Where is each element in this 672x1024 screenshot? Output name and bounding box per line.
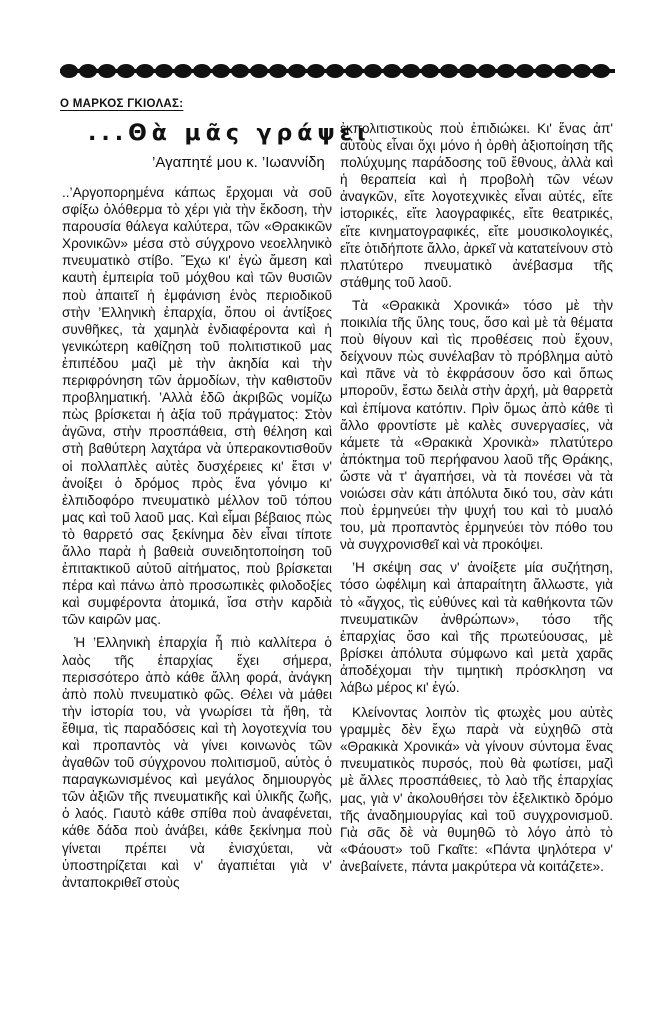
ornament-lozenge [193,64,211,78]
ornament-lozenge [155,64,173,78]
ornament-lozenge [79,64,97,78]
paragraph: Τὰ «Θρακικὰ Χρονικά» τόσο μὲ τὴν ποικιλία τῆς ὕλης τους, ὅσο καὶ μὲ τὰ θέματα ποὺ θίγουν καὶ τὶς προθέσεις ποὺ ἔχουν, δείχνουν πὼς συνέλαβαν τὸ πρόβλημα αὐτὸ καὶ πᾶνε νὰ τὸ ἐκφράσουν ὅσο καὶ ὅπως μποροῦν, ἔστω δειλὰ στὴν ἀρχή, μὰ θαρρετὰ καὶ ἐπίμονα κατόπιν. Πρὶν ὅμως ἀπὸ κάθε τὶ ἄλλο φροντίστε μὲ καλὲς συνεργασίες, νὰ κάμετε τὰ «Θρακικὰ Χρονικὰ» πλατύτερο ἀπόκτημα τοῦ περήφανου λαοῦ τῆς Θράκης, ὥστε νὰ τ' ἀγαπήσει, νὰ τὰ πονέσει νὰ τὰ νοιώσει σὰν κάτι ἀπόλυτα δικό του, σὰν κάτι ποὺ ἑρμηνεύει τὴν ψυχή του καὶ τὸ μυαλό του, μὰ προπαντὸς ἑρμηνεύει τὸν πόθο του νὰ συγχρονισθεῖ καὶ νὰ προκόψει. [340,297,613,553]
ornament-lozenge [421,64,439,78]
ornament-lozenge [383,64,401,78]
ornament-lozenge [212,64,230,78]
paragraph: ’Η σκέψη σας ν' ἀνοίξετε μία συζήτηση, τόσο ὠφέλιμη καὶ ἀπαραίτητη ἄλλωστε, γιὰ τὸ «ἄγχος, τὶς εὐθύνες καὶ τὰ καθήκοντα τῶν πνευματικῶν ἀνθρώπων», τόσο τῆς ἐπαρχίας ὅσο καὶ τῆς πρωτεύουσας, μὲ βρίσκει ἀπόλυτα σύμφωνο καὶ μετὰ χαρᾶς ἀποδέχομαι τὴν τιμητικὴ πρόσκληση να λάβω μέρος κι' ἐγώ. [340,560,613,695]
ornament-lozenge [554,64,572,78]
ornament-lozenge [98,64,116,78]
ornament-lozenge [288,64,306,78]
paragraph: Κλείνοντας λοιπὸν τὶς φτωχὲς μου αὐτὲς γραμμὲς δὲν ἔχω παρὰ νὰ εὐχηθῶ στὰ «Θρακικὰ Χρονικά» νὰ γίνουν σύντομα ἕνας πνευματικὸς πυρσός, ποὺ θὰ φωτίσει, μαζὶ μὲ ἄλλες προσπάθειες, τὸ λαὸ τῆς ἐπαρχίας μας, γιὰ ν' ἀκολουθήσει τὸν ἐξελικτικὸ δρόμο τῆς ἀναδημιουργίας καὶ τοῦ συγχρονισμοῦ. Γιὰ σᾶς δὲ νὰ θυμηθῶ τὸ λόγο ἀπὸ τὸ «Φάουστ» τοῦ Γκαῖτε: «Πάντα ψηλότερα ν' ἀνεβαίνετε, πάντα μακρύτερα νὰ κοιτάζετε». [340,705,613,874]
article-title: ...Θὰ μᾶς γράψει [88,121,371,146]
right-column [340,120,613,881]
ornament-lozenge [231,64,249,78]
ornament-lozenge [592,64,610,78]
ornament-lozenge [440,64,458,78]
ornament-lozenge [573,64,591,78]
ornament-lozenge [364,64,382,78]
ornament-lozenge [136,64,154,78]
ornament-lozenge [60,64,78,78]
paragraph: Ἡ ’Ελληνικὴ ἐπαρχία ἦ πιὸ καλλίτερα ὁ λαὸς τῆς ἐπαρχίας ἔχει σήμερα, περισσότερο ἀπὸ κάθε ἄλλη φορά, ἀνάγκη ἀπὸ πολὺ πνευματικὸ φῶς. Θέλει νὰ μάθει τὴν ἱστορία του, νὰ γνωρίσει τὰ ἤθη, τὰ ἔθιμα, τὶς παραδόσεις καὶ τὴ λογοτεχνία του καὶ προπαντὸς νὰ γίνει κοινωνὸς τῶν ἀγαθῶν τοῦ σύγχρονου πολιτισμοῦ, αὐτὸς ὁ παραγκωνισμένος καὶ μεγάλος δημιουργὸς τῶν ἀξιῶν τῆς πνευματικῆς καὶ ὑλικῆς ζωῆς, ὁ λαός. Γιαυτὸ κάθε σπίθα ποὺ ἀναφένεται, κάθε δάδα ποὺ ἀνάβει, κάθε ξεκίνημα ποὺ γίνεται πρέπει νὰ ἐνισχύεται, νὰ ὑποστηρίζεται καὶ ν' ἀγαπιέται γιὰ ν' ἀνταποκριθεῖ στοὺς [62,635,332,890]
ornament-lozenge [174,64,192,78]
ornament-lozenge [402,64,420,78]
ornament-lozenge [269,64,287,78]
ornamental-divider [60,60,615,82]
ornament-lozenge [307,64,325,78]
ornament-lozenge [516,64,534,78]
ornament-lozenge [326,64,344,78]
left-column [62,184,332,897]
ornament-lozenge [250,64,268,78]
ornament-lozenge [478,64,496,78]
paragraph: ..’Αργοπορημένα κάπως ἔρχομαι νὰ σοῦ σφίξω ὁλόθερμα τὸ χέρι γιὰ τὴν ἔκδοση, τὴν παρουσία θάλεγα καλύτερα, τῶν «Θρακικῶν Χρονικῶν» μέσα στὸ σύγχρονο νεοελληνικὸ πνευματικὸ στίβο. Ἔχω κι' ἐγὼ ἄμεση καὶ καυτὴ ἐμπειρία τοῦ μόχθου καὶ τῶν θυσιῶν ποὺ ἀπαιτεῖ ἡ ἐμφάνιση ἑνὸς περιοδικοῦ στὴν ’Ελληνικὴ ἐπαρχία, ὅπου οἱ ἀντίξοες συνθῆκες, τὰ χαμηλὰ ἐνδιαφέροντα καὶ ἡ γενικώτερη καθίζηση τοῦ πολιτιστικοῦ μας ἐπιπέδου μαζὶ μὲ τὴν ἀκηδία καὶ τὴν περιφρόνηση τῶν ἁρμοδίων, τὴν καθιστοῦν προβληματική. ’Αλλὰ ἐδῶ ἀκριβῶς νομίζω πὼς βρίσκεται ἡ ἀξία τοῦ πράγματος: Στὸν ἀγῶνα, στὴν προσπάθεια, στὴ θέληση καὶ στὴ βαθύτερη λαχτάρα νὰ ὑπερακοντισθοῦν οἱ πολλαπλὲς αὐτὲς δυσχέρειες κι' ἔτσι ν' ἀνοίξει ὁ δρόμος πρὸς ἕνα γόνιμο κι' ἐλπιδοφόρο πνευματικὸ μέλλον τοῦ τόπου μας καὶ τοῦ λαοῦ μας. Καὶ εἶμαι βέβαιος πὼς τὸ θαρρετό σας ξεκίνημα δὲν εἶναι τίποτε ἄλλο παρὰ ἡ βαθειὰ συνειδητοποίηση τοῦ ἐπιτακτικοῦ αὐτοῦ αἰτήματος, ποὺ βρίσκεται πέρα καὶ πάνω ἀπὸ προσωπικὲς φιλοδοξίες καὶ συμφέροντα ἀτομικά, ἴσα στὴν καρδιὰ τῶν καιρῶν μας. [62,185,332,628]
ornament-lozenge [535,64,553,78]
ornament-lozenge [345,64,363,78]
author-heading: Ο ΜΑΡΚΟΣ ΓΚΙΟΛΑΣ: [60,98,184,110]
ornament-lozenge [459,64,477,78]
ornament-lozenge [117,64,135,78]
paragraph: ἐκπολιτιστικοὺς ποὺ ἐπιδιώκει. Κι' ἕνας ἀπ' αὐτοὺς εἶναι ὄχι μόνο ἡ ὀρθὴ ἀξιοποίηση τῆς πολύχυμης παράδοσης τοῦ ἔθνους, ἀλλὰ καὶ ἡ θεραπεία καὶ ἡ προβολὴ τῶν νέων ἀναγκῶν, εἴτε λογοτεχνικὲς εἶναι αὐτές, εἴτε ἱστορικές, εἴτε λαογραφικές, εἴτε θεατρικές, εἴτε κινηματογραφικές, εἴτε μουσικολογικές, εἴτε ὁτιδήποτε ἄλλο, ἀρκεῖ νὰ κατατείνουν στὸ πλατύτερο πνευματικὸ ἀνέβασμα τῆς στάθμης τοῦ λαοῦ. [340,121,613,290]
letter-salutation: ’Αγαπητέ μου κ. ’Ιωαννίδη [152,154,325,171]
ornament-lozenge [497,64,515,78]
